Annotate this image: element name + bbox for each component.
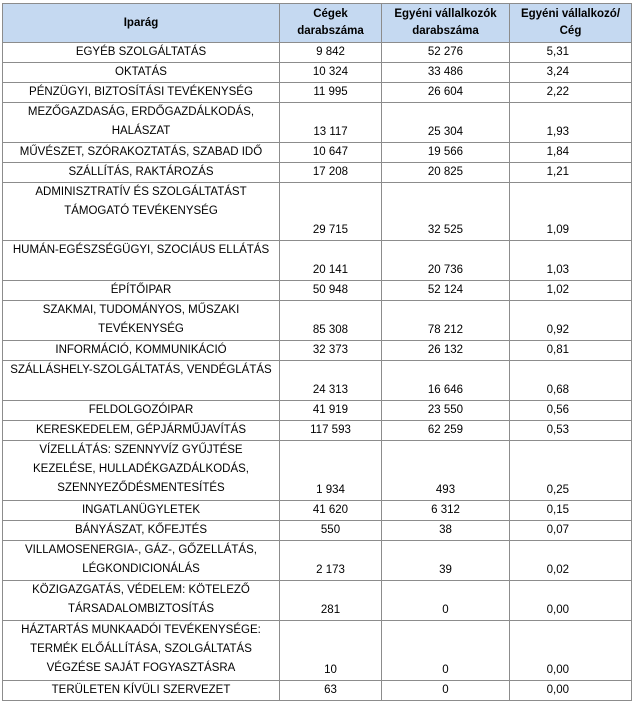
industry-cell: FELDOLGOZÓIPAR bbox=[3, 401, 280, 421]
table-row bbox=[3, 581, 632, 621]
entrepreneurs-cell: 26 132 bbox=[382, 341, 510, 361]
table-row bbox=[3, 401, 632, 421]
entrepreneurs-cell: 0 bbox=[382, 581, 510, 621]
industry-cell: MŰVÉSZET, SZÓRAKOZTATÁS, SZABAD IDŐ bbox=[3, 143, 280, 163]
companies-cell: 117 593 bbox=[280, 421, 382, 441]
table-row bbox=[3, 361, 632, 401]
companies-cell: 63 bbox=[280, 681, 382, 701]
header-companies: Cégek darabszáma bbox=[280, 4, 382, 43]
industry-cell: ÉPÍTŐIPAR bbox=[3, 281, 280, 301]
table-row bbox=[3, 681, 632, 701]
industry-table bbox=[2, 3, 632, 701]
table-row bbox=[3, 183, 632, 241]
table-row bbox=[3, 163, 632, 183]
ratio-cell: 1,93 bbox=[510, 103, 632, 143]
companies-cell: 10 bbox=[280, 621, 382, 681]
entrepreneurs-cell: 20 825 bbox=[382, 163, 510, 183]
companies-cell: 29 715 bbox=[280, 183, 382, 241]
industry-cell: MEZŐGAZDASÁG, ERDŐGAZDÁLKODÁS, HALÁSZAT bbox=[3, 103, 280, 143]
companies-cell: 85 308 bbox=[280, 301, 382, 341]
entrepreneurs-cell: 0 bbox=[382, 681, 510, 701]
ratio-cell: 5,31 bbox=[510, 43, 632, 63]
entrepreneurs-cell: 493 bbox=[382, 441, 510, 501]
companies-cell: 550 bbox=[280, 521, 382, 541]
industry-cell: VÍZELLÁTÁS: SZENNYVÍZ GYŰJTÉSE KEZELÉSE, HULLADÉKGAZDÁLKODÁS, SZENNYEZŐDÉSMENTESÍTÉS bbox=[3, 441, 280, 501]
ratio-cell: 0,02 bbox=[510, 541, 632, 581]
header-ratio: Egyéni vállalkozó/ Cég bbox=[510, 4, 632, 43]
companies-cell: 11 995 bbox=[280, 83, 382, 103]
ratio-cell: 0,53 bbox=[510, 421, 632, 441]
companies-cell: 10 647 bbox=[280, 143, 382, 163]
entrepreneurs-cell: 52 124 bbox=[382, 281, 510, 301]
table-row bbox=[3, 541, 632, 581]
ratio-cell: 0,07 bbox=[510, 521, 632, 541]
table-row bbox=[3, 421, 632, 441]
table-row bbox=[3, 281, 632, 301]
table-row bbox=[3, 441, 632, 501]
industry-cell: ADMINISZTRATÍV ÉS SZOLGÁLTATÁST TÁMOGATÓ TEVÉKENYSÉG bbox=[3, 183, 280, 241]
industry-cell: INGATLANÜGYLETEK bbox=[3, 501, 280, 521]
industry-cell: OKTATÁS bbox=[3, 63, 280, 83]
entrepreneurs-cell: 19 566 bbox=[382, 143, 510, 163]
table-row bbox=[3, 143, 632, 163]
table-row bbox=[3, 521, 632, 541]
table-row bbox=[3, 341, 632, 361]
ratio-cell: 0,92 bbox=[510, 301, 632, 341]
entrepreneurs-cell: 0 bbox=[382, 621, 510, 681]
entrepreneurs-cell: 23 550 bbox=[382, 401, 510, 421]
companies-cell: 1 934 bbox=[280, 441, 382, 501]
ratio-cell: 3,24 bbox=[510, 63, 632, 83]
table-row bbox=[3, 83, 632, 103]
table-row bbox=[3, 501, 632, 521]
industry-cell: KERESKEDELEM, GÉPJÁRMŰJAVÍTÁS bbox=[3, 421, 280, 441]
industry-cell: HÁZTARTÁS MUNKAADÓI TEVÉKENYSÉGE: TERMÉK ELŐÁLLÍTÁSA, SZOLGÁLTATÁS VÉGZÉSE SAJÁT FOGYASZTÁSRA bbox=[3, 621, 280, 681]
companies-cell: 17 208 bbox=[280, 163, 382, 183]
companies-cell: 13 117 bbox=[280, 103, 382, 143]
entrepreneurs-cell: 62 259 bbox=[382, 421, 510, 441]
ratio-cell: 1,02 bbox=[510, 281, 632, 301]
companies-cell: 2 173 bbox=[280, 541, 382, 581]
industry-cell: HUMÁN-EGÉSZSÉGÜGYI, SZOCIÁUS ELLÁTÁS bbox=[3, 241, 280, 281]
entrepreneurs-cell: 25 304 bbox=[382, 103, 510, 143]
companies-cell: 281 bbox=[280, 581, 382, 621]
entrepreneurs-cell: 38 bbox=[382, 521, 510, 541]
entrepreneurs-cell: 52 276 bbox=[382, 43, 510, 63]
entrepreneurs-cell: 6 312 bbox=[382, 501, 510, 521]
industry-cell: TERÜLETEN KÍVÜLI SZERVEZET bbox=[3, 681, 280, 701]
ratio-cell: 0,68 bbox=[510, 361, 632, 401]
companies-cell: 41 620 bbox=[280, 501, 382, 521]
companies-cell: 50 948 bbox=[280, 281, 382, 301]
industry-cell: SZÁLLÍTÁS, RAKTÁROZÁS bbox=[3, 163, 280, 183]
ratio-cell: 0,81 bbox=[510, 341, 632, 361]
industry-cell: INFORMÁCIÓ, KOMMUNIKÁCIÓ bbox=[3, 341, 280, 361]
industry-cell: PÉNZÜGYI, BIZTOSÍTÁSI TEVÉKENYSÉG bbox=[3, 83, 280, 103]
industry-cell: BÁNYÁSZAT, KŐFEJTÉS bbox=[3, 521, 280, 541]
table-row bbox=[3, 301, 632, 341]
ratio-cell: 2,22 bbox=[510, 83, 632, 103]
companies-cell: 20 141 bbox=[280, 241, 382, 281]
ratio-cell: 1,21 bbox=[510, 163, 632, 183]
entrepreneurs-cell: 33 486 bbox=[382, 63, 510, 83]
entrepreneurs-cell: 39 bbox=[382, 541, 510, 581]
header-row bbox=[3, 4, 632, 43]
table-row bbox=[3, 43, 632, 63]
industry-cell: EGYÉB SZOLGÁLTATÁS bbox=[3, 43, 280, 63]
header-industry: Iparág bbox=[3, 4, 280, 43]
ratio-cell: 0,00 bbox=[510, 581, 632, 621]
industry-cell: KÖZIGAZGATÁS, VÉDELEM: KÖTELEZŐ TÁRSADALOMBIZTOSÍTÁS bbox=[3, 581, 280, 621]
table-row bbox=[3, 621, 632, 681]
entrepreneurs-cell: 78 212 bbox=[382, 301, 510, 341]
table-row bbox=[3, 241, 632, 281]
entrepreneurs-cell: 16 646 bbox=[382, 361, 510, 401]
industry-cell: VILLAMOSENERGIA-, GÁZ-, GŐZELLÁTÁS, LÉGKONDICIONÁLÁS bbox=[3, 541, 280, 581]
ratio-cell: 1,84 bbox=[510, 143, 632, 163]
entrepreneurs-cell: 20 736 bbox=[382, 241, 510, 281]
ratio-cell: 1,03 bbox=[510, 241, 632, 281]
header-entrepreneurs: Egyéni vállalkozók darabszáma bbox=[382, 4, 510, 43]
companies-cell: 24 313 bbox=[280, 361, 382, 401]
table-row bbox=[3, 103, 632, 143]
industry-cell: SZAKMAI, TUDOMÁNYOS, MŰSZAKI TEVÉKENYSÉG bbox=[3, 301, 280, 341]
companies-cell: 32 373 bbox=[280, 341, 382, 361]
ratio-cell: 0,15 bbox=[510, 501, 632, 521]
industry-cell: SZÁLLÁSHELY-SZOLGÁLTATÁS, VENDÉGLÁTÁS bbox=[3, 361, 280, 401]
entrepreneurs-cell: 32 525 bbox=[382, 183, 510, 241]
ratio-cell: 0,00 bbox=[510, 621, 632, 681]
entrepreneurs-cell: 26 604 bbox=[382, 83, 510, 103]
ratio-cell: 0,00 bbox=[510, 681, 632, 701]
companies-cell: 9 842 bbox=[280, 43, 382, 63]
table-row bbox=[3, 63, 632, 83]
ratio-cell: 0,25 bbox=[510, 441, 632, 501]
companies-cell: 41 919 bbox=[280, 401, 382, 421]
ratio-cell: 0,56 bbox=[510, 401, 632, 421]
ratio-cell: 1,09 bbox=[510, 183, 632, 241]
companies-cell: 10 324 bbox=[280, 63, 382, 83]
